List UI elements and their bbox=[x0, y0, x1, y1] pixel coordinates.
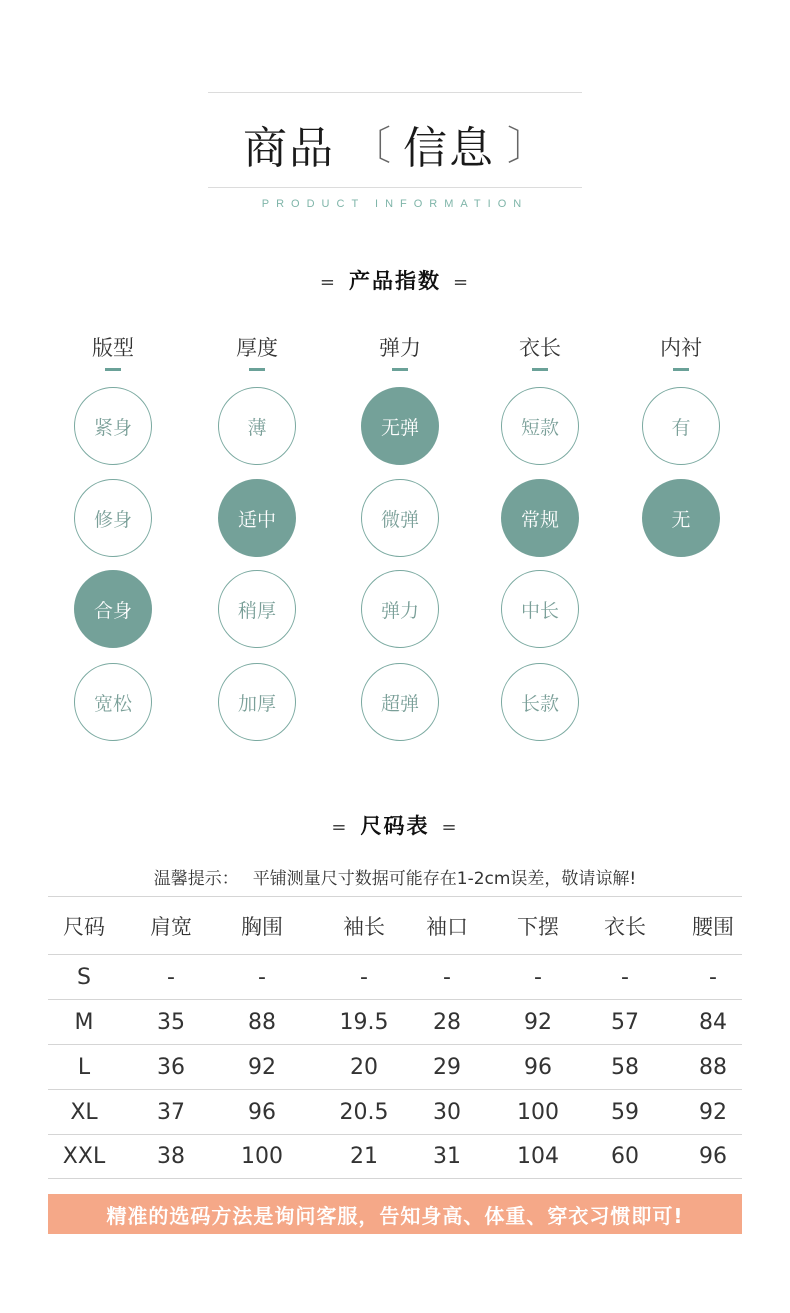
index-title-text: 产品指数 bbox=[349, 269, 441, 293]
index-column-label: 内衬 bbox=[660, 336, 702, 360]
table-cell: 96 bbox=[248, 1099, 276, 1125]
table-header-cell: 袖长 bbox=[343, 914, 385, 939]
title-left: 商品 bbox=[243, 123, 335, 174]
deco-left: = bbox=[319, 272, 337, 293]
index-option-selected: 无 bbox=[642, 479, 720, 557]
table-cell: 37 bbox=[157, 1099, 185, 1125]
table-cell: L bbox=[77, 1054, 91, 1080]
column-underline bbox=[532, 368, 548, 371]
index-option-selected: 常规 bbox=[501, 479, 579, 557]
table-header-cell: 下摆 bbox=[517, 914, 559, 939]
column-underline bbox=[392, 368, 408, 371]
deco-right: = bbox=[453, 272, 471, 293]
size-table bbox=[48, 896, 742, 1179]
table-cell: 35 bbox=[157, 1009, 185, 1035]
table-header-cell: 袖口 bbox=[426, 914, 468, 939]
table-cell: 59 bbox=[611, 1099, 639, 1125]
table-cell: - bbox=[360, 964, 368, 990]
table-row bbox=[48, 999, 742, 1044]
table-cell: - bbox=[258, 964, 266, 990]
tip-text: 平铺测量尺寸数据可能存在1-2cm误差，敬请谅解! bbox=[252, 869, 637, 889]
page-title bbox=[0, 112, 790, 176]
index-column-label: 版型 bbox=[92, 336, 134, 360]
table-row bbox=[48, 1134, 742, 1179]
table-cell: - bbox=[443, 964, 451, 990]
table-cell: - bbox=[621, 964, 629, 990]
title-bracket-open: 〔 bbox=[351, 122, 391, 169]
index-option: 超弹 bbox=[361, 663, 439, 741]
table-cell: 92 bbox=[699, 1099, 727, 1125]
index-column-label: 弹力 bbox=[379, 336, 421, 360]
table-cell: 100 bbox=[241, 1144, 283, 1169]
title-right: 信息 bbox=[403, 123, 495, 174]
index-option: 短款 bbox=[501, 387, 579, 465]
column-underline bbox=[249, 368, 265, 371]
tip-label: 温馨提示： bbox=[153, 869, 239, 889]
index-option: 稍厚 bbox=[218, 570, 296, 648]
table-row bbox=[48, 954, 742, 999]
index-option: 加厚 bbox=[218, 663, 296, 741]
size-section-title bbox=[0, 810, 790, 840]
table-cell: 20 bbox=[350, 1054, 378, 1080]
table-cell: 92 bbox=[248, 1054, 276, 1080]
index-option: 中长 bbox=[501, 570, 579, 648]
index-option: 弹力 bbox=[361, 570, 439, 648]
table-cell: 84 bbox=[699, 1009, 727, 1035]
page-subtitle: PRODUCT INFORMATION bbox=[261, 198, 529, 210]
table-cell: 30 bbox=[433, 1099, 461, 1125]
table-cell: 96 bbox=[699, 1144, 727, 1169]
index-column bbox=[621, 330, 741, 531]
index-column bbox=[480, 330, 600, 715]
index-option: 紧身 bbox=[74, 387, 152, 465]
table-header-cell: 胸围 bbox=[241, 914, 283, 939]
index-option-selected: 合身 bbox=[74, 570, 152, 648]
table-cell: 21 bbox=[350, 1144, 378, 1169]
index-column bbox=[340, 330, 460, 715]
title-bracket-close: 〕 bbox=[507, 122, 547, 169]
table-cell: 60 bbox=[611, 1144, 639, 1169]
table-header-cell: 肩宽 bbox=[150, 914, 192, 939]
index-option: 宽松 bbox=[74, 663, 152, 741]
index-option: 长款 bbox=[501, 663, 579, 741]
table-cell: S bbox=[77, 964, 91, 990]
table-header-cell: 衣长 bbox=[604, 914, 646, 939]
table-cell: 28 bbox=[433, 1009, 461, 1035]
index-column bbox=[197, 330, 317, 715]
table-cell: 100 bbox=[517, 1099, 559, 1125]
deco-right: = bbox=[441, 817, 459, 838]
table-cell: M bbox=[74, 1009, 94, 1035]
table-cell: 96 bbox=[524, 1054, 552, 1080]
index-option: 修身 bbox=[74, 479, 152, 557]
table-header-cell: 尺码 bbox=[63, 914, 105, 939]
table-cell: 104 bbox=[517, 1144, 559, 1169]
table-row bbox=[48, 1044, 742, 1089]
index-section-title bbox=[0, 265, 790, 295]
index-column bbox=[53, 330, 173, 715]
index-option: 微弹 bbox=[361, 479, 439, 557]
size-title-text: 尺码表 bbox=[360, 814, 430, 838]
table-header-row bbox=[48, 896, 742, 954]
table-cell: - bbox=[167, 964, 175, 990]
table-cell: XL bbox=[70, 1099, 98, 1125]
column-underline bbox=[105, 368, 121, 371]
index-column-label: 衣长 bbox=[519, 336, 561, 360]
header-bottom-rule bbox=[208, 187, 582, 188]
index-option: 薄 bbox=[218, 387, 296, 465]
header-top-rule bbox=[208, 92, 582, 93]
table-row bbox=[48, 1089, 742, 1134]
table-cell: 31 bbox=[433, 1144, 461, 1169]
table-cell: 19.5 bbox=[339, 1009, 389, 1035]
table-cell: 88 bbox=[248, 1009, 276, 1035]
table-header-cell: 腰围 bbox=[692, 914, 734, 939]
index-option-selected: 适中 bbox=[218, 479, 296, 557]
table-cell: XXL bbox=[62, 1144, 106, 1169]
table-cell: 20.5 bbox=[339, 1099, 389, 1125]
advice-banner: 精准的选码方法是询问客服，告知身高、体重、穿衣习惯即可! bbox=[48, 1194, 742, 1234]
table-cell: 92 bbox=[524, 1009, 552, 1035]
deco-left: = bbox=[331, 817, 349, 838]
table-cell: - bbox=[709, 964, 717, 990]
index-column-label: 厚度 bbox=[236, 336, 278, 360]
table-cell: 36 bbox=[157, 1054, 185, 1080]
column-underline bbox=[673, 368, 689, 371]
table-cell: 88 bbox=[699, 1054, 727, 1080]
table-cell: 57 bbox=[611, 1009, 639, 1035]
index-option: 有 bbox=[642, 387, 720, 465]
index-option-selected: 无弹 bbox=[361, 387, 439, 465]
table-cell: 58 bbox=[611, 1054, 639, 1080]
table-cell: 38 bbox=[157, 1144, 185, 1169]
measurement-tip bbox=[0, 864, 790, 889]
table-cell: 29 bbox=[433, 1054, 461, 1080]
table-cell: - bbox=[534, 964, 542, 990]
